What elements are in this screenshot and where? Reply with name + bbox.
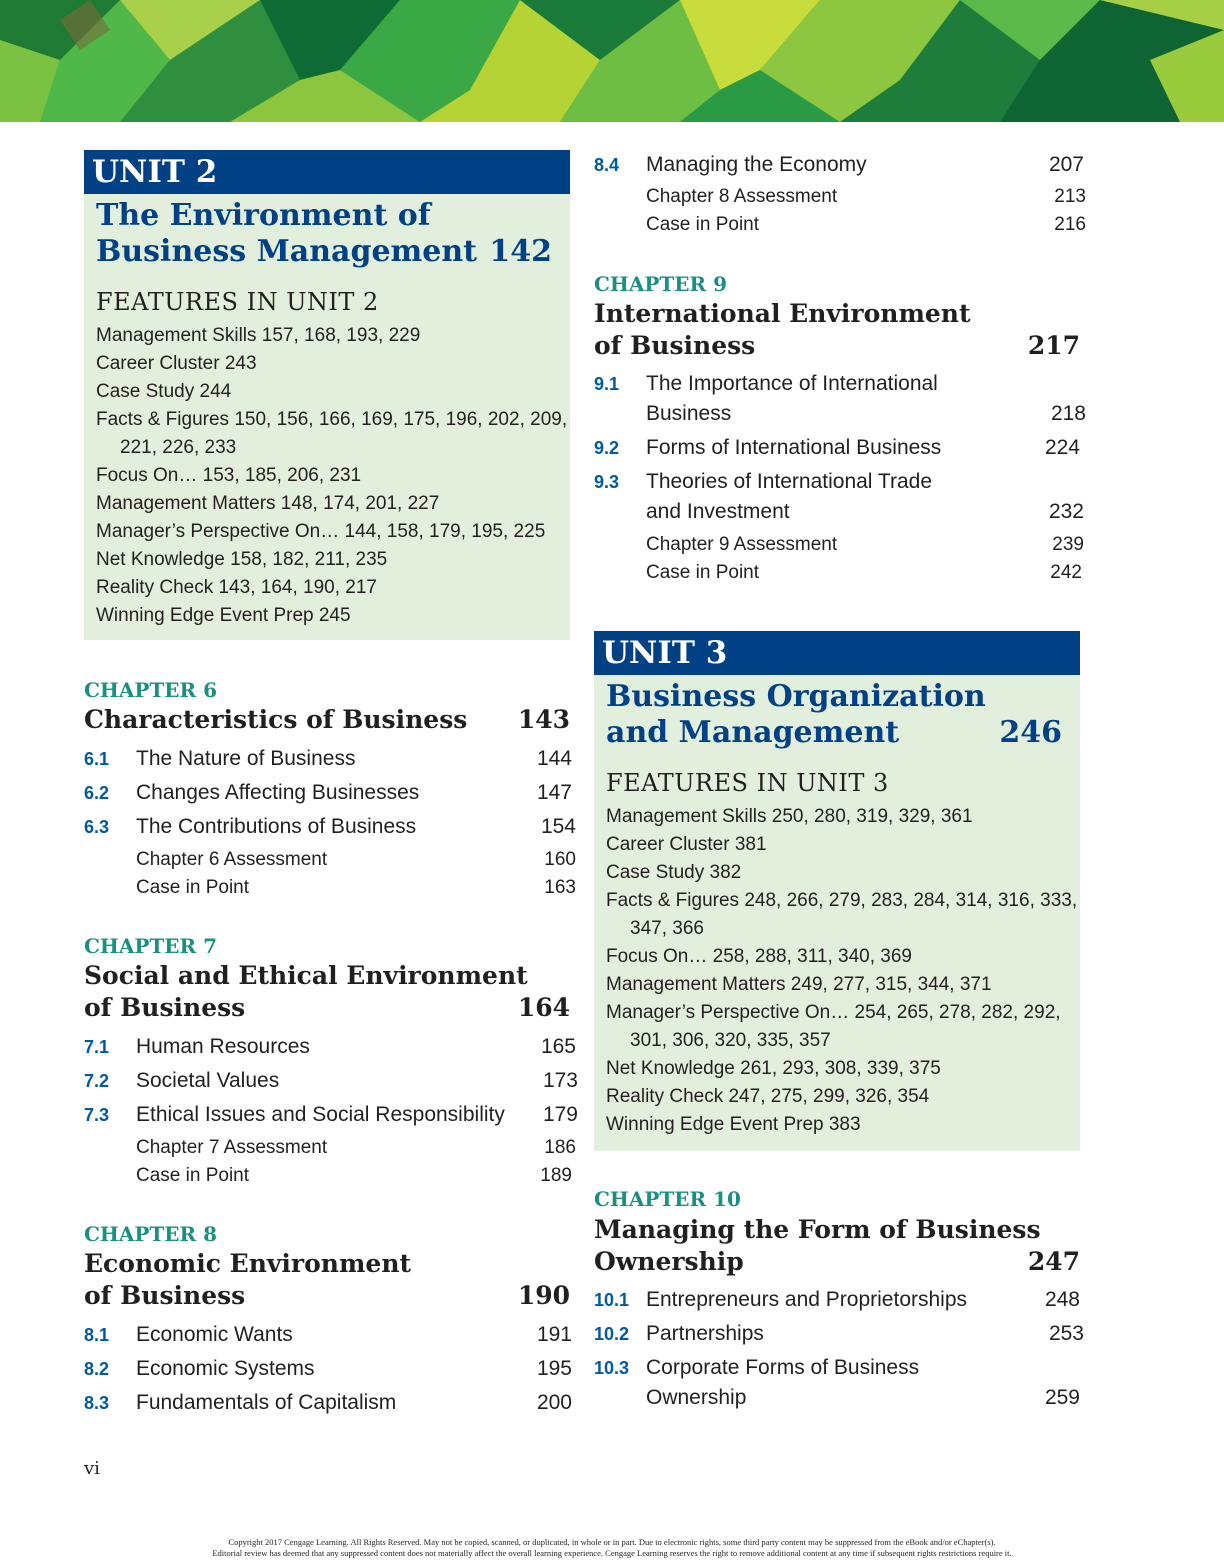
- section-number: 8.1: [84, 1325, 110, 1345]
- chapter-10-label: CHAPTER 10: [594, 1187, 741, 1211]
- section-number: 9.2: [594, 438, 620, 458]
- section-title-line2: Business: [646, 402, 732, 425]
- case-title: Case in Point: [136, 1165, 250, 1186]
- section-title: Societal Values: [136, 1069, 280, 1092]
- section-number: 7.3: [84, 1105, 110, 1125]
- section-page: 232: [1048, 500, 1084, 523]
- list-item: Case Study 382: [606, 862, 742, 883]
- list-item: Focus On… 153, 185, 206, 231: [96, 465, 362, 486]
- assessment-title: Chapter 7 Assessment: [136, 1137, 328, 1158]
- page-number: vi: [84, 1458, 100, 1479]
- section-page: 191: [536, 1323, 572, 1346]
- list-item: Career Cluster 243: [96, 353, 257, 374]
- unit-3-features-list: [606, 803, 1077, 1139]
- chapter-6-title: Characteristics of Business: [84, 705, 468, 734]
- section-page: 253: [1048, 1322, 1084, 1345]
- section-page: 207: [1048, 153, 1084, 176]
- assessment-page: 160: [544, 849, 576, 870]
- case-title: Case in Point: [646, 214, 760, 235]
- section-page: 144: [536, 747, 572, 770]
- section-title-line1: Corporate Forms of Business: [646, 1356, 920, 1379]
- section-page: 195: [536, 1357, 572, 1380]
- chapter-10-title-line2: Ownership: [594, 1247, 744, 1276]
- unit-3-features-heading: FEATURES IN UNIT 3: [606, 769, 889, 797]
- section-page: 224: [1044, 436, 1080, 459]
- chapter-8-title-line2: of Business: [84, 1281, 246, 1310]
- assessment-page: 213: [1054, 186, 1086, 207]
- list-item: Net Knowledge 261, 293, 308, 339, 375: [606, 1058, 941, 1079]
- list-item: Career Cluster 381: [606, 834, 767, 855]
- case-title: Case in Point: [646, 562, 760, 583]
- section-page: 154: [540, 815, 576, 838]
- section-number: 7.2: [84, 1071, 110, 1091]
- section-page: 179: [542, 1103, 578, 1126]
- chapter-7-page: 164: [517, 993, 570, 1022]
- section-title: The Nature of Business: [136, 747, 356, 770]
- chapter-6-page: 143: [517, 705, 570, 734]
- unit-3-title-line1: Business Organization: [606, 679, 986, 714]
- list-item: Management Matters 148, 174, 201, 227: [96, 493, 440, 514]
- section-title: Forms of International Business: [646, 436, 942, 459]
- section-page: 147: [536, 781, 572, 804]
- copyright-line-1: Copyright 2017 Cengage Learning. All Rights Reserved. May not be copied, scanned, or duplicated, in whole or in part. Due to electronic rights, some third party content may be suppressed from the eBook and/or eChapter(s).: [228, 1537, 996, 1547]
- unit-3-title-line2: and Management: [606, 715, 900, 750]
- list-item: Management Skills 157, 168, 193, 229: [96, 325, 421, 346]
- chapter-6-label: CHAPTER 6: [84, 678, 217, 702]
- chapter-9-page: 217: [1027, 331, 1080, 360]
- unit-3-bar: UNIT 3: [594, 631, 1080, 675]
- chapter-8-title-line1: Economic Environment: [84, 1249, 412, 1278]
- assessment-title: Chapter 9 Assessment: [646, 534, 838, 555]
- list-item: Facts & Figures 150, 156, 166, 169, 175, 196, 202, 209,: [96, 409, 568, 430]
- chapter-9-label: CHAPTER 9: [594, 272, 727, 296]
- section-number: 6.2: [84, 783, 110, 803]
- unit-2-page: 142: [489, 234, 552, 269]
- section-title: Economic Systems: [136, 1357, 315, 1380]
- section-number: 10.2: [594, 1324, 630, 1344]
- section-title: Partnerships: [646, 1322, 764, 1345]
- assessment-page: 239: [1052, 534, 1084, 555]
- chapter-7-title-line1: Social and Ethical Environment: [84, 961, 528, 990]
- section-number: 7.1: [84, 1037, 110, 1057]
- section-page: 259: [1044, 1386, 1080, 1409]
- section-title-line2: Ownership: [646, 1386, 747, 1409]
- section-page: 218: [1050, 402, 1086, 425]
- section-number: 10.1: [594, 1290, 630, 1310]
- list-item: Winning Edge Event Prep 383: [606, 1114, 861, 1135]
- chapter-10-page: 247: [1027, 1247, 1080, 1276]
- list-item: 221, 226, 233: [120, 437, 237, 458]
- assessment-page: 186: [544, 1137, 576, 1158]
- section-number: 8.3: [84, 1393, 110, 1413]
- list-item: Reality Check 247, 275, 299, 326, 354: [606, 1086, 930, 1107]
- chapter-8-label: CHAPTER 8: [84, 1222, 217, 1246]
- list-item: Management Matters 249, 277, 315, 344, 371: [606, 974, 992, 995]
- case-page: 189: [540, 1165, 572, 1186]
- header-banner: [0, 0, 1224, 122]
- list-item: Case Study 244: [96, 381, 232, 402]
- unit-2-bar: UNIT 2: [84, 150, 570, 194]
- case-title: Case in Point: [136, 877, 250, 898]
- section-title: Managing the Economy: [646, 153, 867, 176]
- chapter-8-page: 190: [517, 1281, 570, 1310]
- list-item: Net Knowledge 158, 182, 211, 235: [96, 549, 388, 570]
- list-item: 301, 306, 320, 335, 357: [630, 1030, 831, 1051]
- section-number: 9.3: [594, 472, 620, 492]
- section-title-line1: Theories of International Trade: [646, 470, 933, 493]
- section-title: Human Resources: [136, 1035, 310, 1058]
- unit-2-title-line2: Business Management: [96, 234, 478, 269]
- toc-row[interactable]: [594, 1353, 1080, 1413]
- chapter-9-title-line1: International Environment: [594, 299, 971, 328]
- toc-row[interactable]: [594, 369, 1086, 429]
- copyright-line-2: Editorial review has deemed that any suppressed content does not materially affect the overall learning experience. Cengage Learning reserves the right to remove additional content at any time if subsequent rights restrictions require it.: [212, 1548, 1012, 1558]
- section-title: Fundamentals of Capitalism: [136, 1391, 397, 1414]
- case-page: 216: [1054, 214, 1086, 235]
- section-number: 6.1: [84, 749, 110, 769]
- section-page: 165: [540, 1035, 576, 1058]
- section-title-line1: The Importance of International: [646, 372, 938, 395]
- chapter-7-label: CHAPTER 7: [84, 934, 217, 958]
- section-number: 9.1: [594, 374, 620, 394]
- unit-2-title-line1: The Environment of: [96, 198, 431, 233]
- chapter-9-title-line2: of Business: [594, 331, 756, 360]
- section-number: 10.3: [594, 1358, 630, 1378]
- list-item: Manager’s Perspective On… 144, 158, 179, 195, 225: [96, 521, 546, 542]
- geometric-pattern-icon: [0, 0, 1224, 122]
- section-page: 200: [536, 1391, 572, 1414]
- unit-2-features-heading: FEATURES IN UNIT 2: [96, 288, 379, 316]
- assessment-title: Chapter 6 Assessment: [136, 849, 328, 870]
- unit-3-page: 246: [999, 715, 1062, 750]
- case-page: 242: [1050, 562, 1082, 583]
- list-item: Manager’s Perspective On… 254, 265, 278, 282, 292,: [606, 1002, 1061, 1023]
- unit-2-features-list: [96, 322, 567, 630]
- section-title: Ethical Issues and Social Responsibility: [136, 1103, 505, 1126]
- list-item: Reality Check 143, 164, 190, 217: [96, 577, 377, 598]
- assessment-title: Chapter 8 Assessment: [646, 186, 838, 207]
- list-item: Winning Edge Event Prep 245: [96, 605, 351, 626]
- section-title: The Contributions of Business: [136, 815, 417, 838]
- section-title-line2: and Investment: [646, 500, 790, 523]
- chapter-7-title-line2: of Business: [84, 993, 246, 1022]
- section-number: 8.2: [84, 1359, 110, 1379]
- section-title: Entrepreneurs and Proprietorships: [646, 1288, 968, 1311]
- section-number: 6.3: [84, 817, 110, 837]
- list-item: Facts & Figures 248, 266, 279, 283, 284, 314, 316, 333,: [606, 890, 1078, 911]
- section-title: Changes Affecting Businesses: [136, 781, 420, 804]
- list-item: Management Skills 250, 280, 319, 329, 361: [606, 806, 973, 827]
- case-page: 163: [544, 877, 576, 898]
- section-number: 8.4: [594, 155, 620, 175]
- list-item: Focus On… 258, 288, 311, 340, 369: [606, 946, 912, 967]
- list-item: 347, 366: [630, 918, 704, 939]
- toc-row[interactable]: [594, 467, 1084, 527]
- section-page: 248: [1044, 1288, 1080, 1311]
- section-page: 173: [542, 1069, 578, 1092]
- chapter-10-title-line1: Managing the Form of Business: [594, 1215, 1041, 1244]
- section-title: Economic Wants: [136, 1323, 293, 1346]
